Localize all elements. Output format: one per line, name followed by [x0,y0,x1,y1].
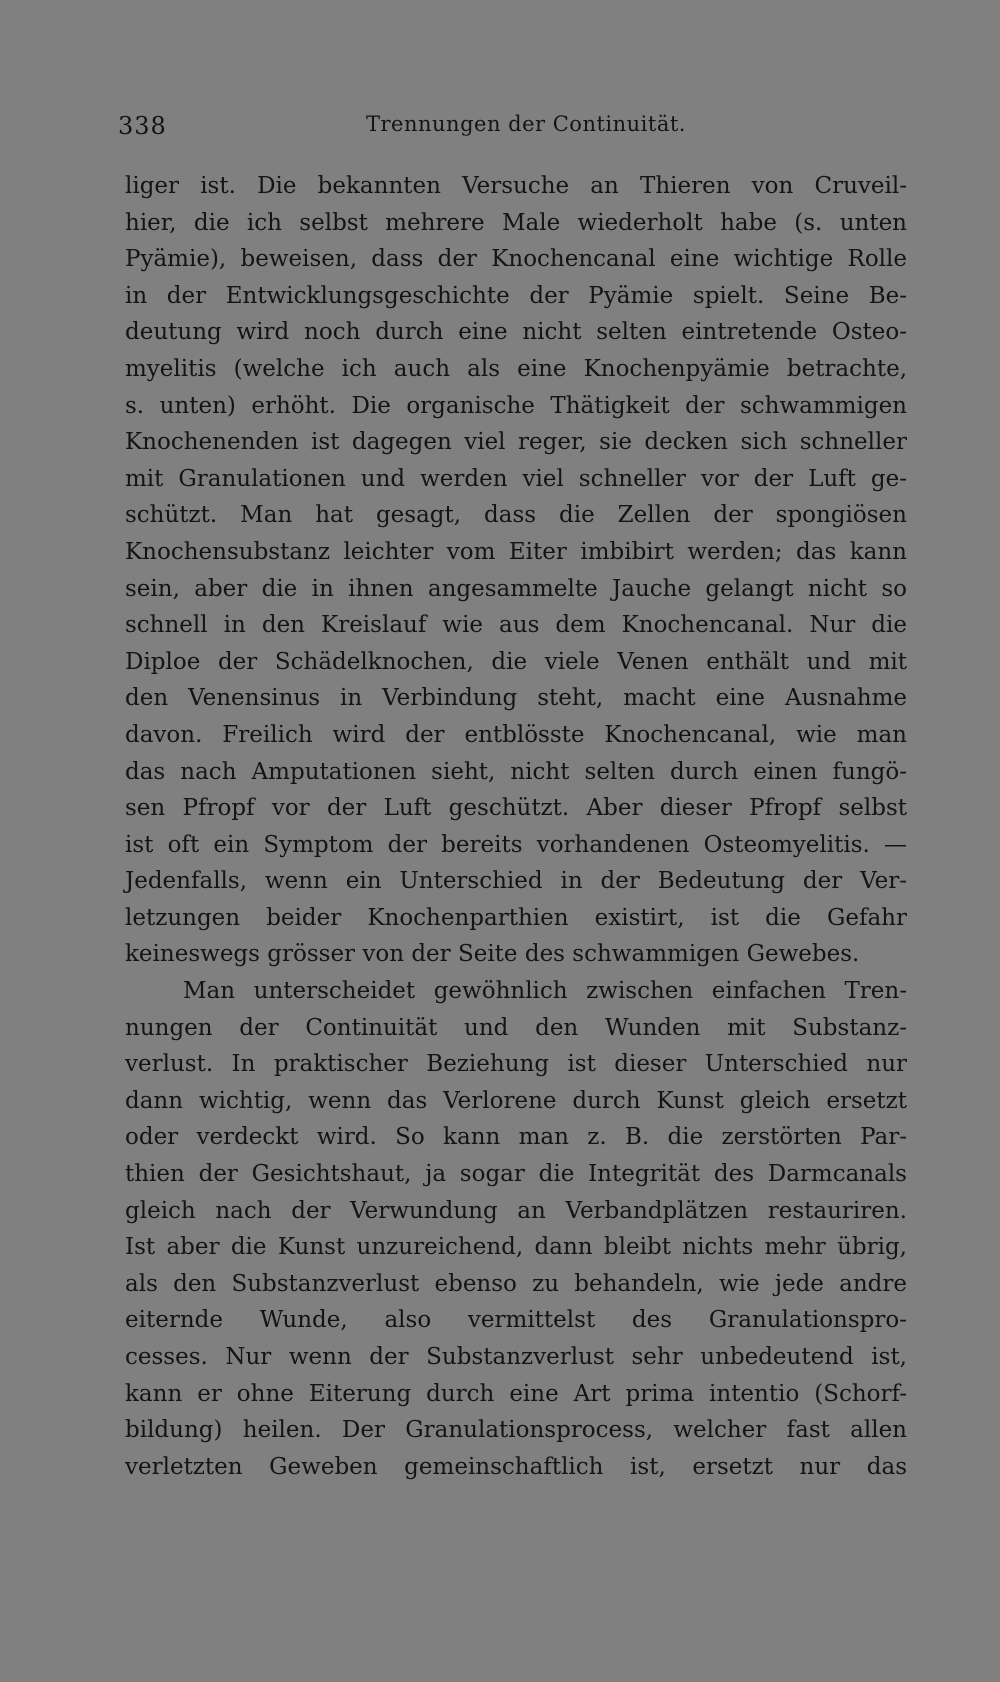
text-line: Pyämie), beweisen, dass der Knochencanal eine wichtige Rolle [125,246,907,273]
text-line: schützt. Man hat gesagt, dass die Zellen der spongiösen [125,502,907,529]
text-line: thien der Gesichtshaut, ja sogar die Integrität des Darmcanals [125,1161,907,1188]
text-line: liger ist. Die bekannten Versuche an Thieren von Cruveil- [125,173,907,199]
text-line: Knochenenden ist dagegen viel reger, sie decken sich schneller [125,429,907,456]
text-line: Knochensubstanz leichter vom Eiter imbibirt werden; das kann [125,538,907,565]
text-line: cesses. Nur wenn der Substanzverlust sehr unbedeutend ist, [125,1344,907,1370]
text-line: kann er ohne Eiterung durch eine Art prima intentio (Schorf- [125,1380,907,1407]
text-line: in der Entwicklungsgeschichte der Pyämie spielt. Seine Be- [125,282,907,309]
page-header [118,112,908,144]
text-line: Jedenfalls, wenn ein Unterschied in der Bedeutung der Ver- [125,868,907,895]
text-line: sen Pfropf vor der Luft geschützt. Aber dieser Pfropf selbst [125,795,907,822]
text-line: Ist aber die Kunst unzureichend, dann bleibt nichts mehr übrig, [125,1234,907,1261]
text-line: Man unterscheidet gewöhnlich zwischen einfachen Tren- [183,978,907,1005]
text-line: s. unten) erhöht. Die organische Thätigkeit der schwammigen [125,392,907,419]
text-line: hier, die ich selbst mehrere Male wiederholt habe (s. unten [125,209,907,236]
text-line: davon. Freilich wird der entblösste Knochencanal, wie man [125,721,907,748]
text-line: als den Substanzverlust ebenso zu behandeln, wie jede andre [125,1270,907,1297]
text-line: eiternde Wunde, also vermittelst des Granulationspro- [125,1307,907,1334]
text-line: myelitis (welche ich auch als eine Knochenpyämie betrachte, [125,355,907,382]
text-line: sein, aber die in ihnen angesammelte Jauche gelangt nicht so [125,575,907,602]
text-line: oder verdeckt wird. So kann man z. B. die zerstörten Par- [125,1124,907,1151]
text-line: das nach Amputationen sieht, nicht selten durch einen fungö- [125,758,907,785]
text-line: gleich nach der Verwundung an Verbandplätzen restauriren. [125,1197,907,1224]
text-line: verlust. In praktischer Beziehung ist dieser Unterschied nur [125,1051,907,1078]
text-line: dann wichtig, wenn das Verlorene durch Kunst gleich ersetzt [125,1087,907,1114]
text-line: mit Granulationen und werden viel schneller vor der Luft ge- [125,465,907,492]
text-line: den Venensinus in Verbindung steht, macht eine Ausnahme [125,685,907,712]
running-title: Trennungen der Continuität. [366,112,686,136]
text-line: keineswegs grösser von der Seite des schwammigen Gewebes. [125,941,860,968]
page-number: 338 [118,112,167,140]
text-line: deutung wird noch durch eine nicht selten eintretende Osteo- [125,319,907,346]
text-line: verletzten Geweben gemeinschaftlich ist, ersetzt nur das [125,1453,907,1480]
text-line: bildung) heilen. Der Granulationsprocess, welcher fast allen [125,1417,907,1444]
text-line: ist oft ein Symptom der bereits vorhandenen Osteomyelitis. — [125,831,907,858]
text-line: nungen der Continuität und den Wunden mit Substanz- [125,1014,907,1041]
text-line: schnell in den Kreislauf wie aus dem Knochencanal. Nur die [125,612,907,639]
text-line: Diploe der Schädelknochen, die viele Venen enthält und mit [125,648,907,675]
body-text [125,168,907,1485]
text-line: letzungen beider Knochenparthien existirt, ist die Gefahr [125,904,907,931]
